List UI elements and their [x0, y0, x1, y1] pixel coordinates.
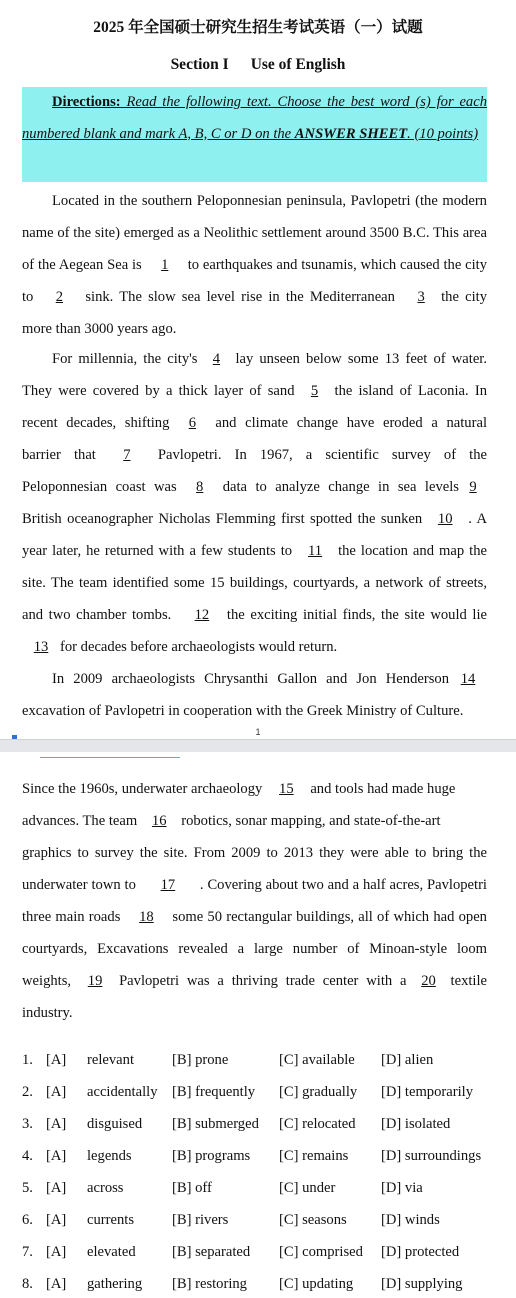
blank-7: 7	[123, 447, 131, 463]
text-line: lay unseen below some 13 feet of water.	[235, 351, 487, 367]
question-number: 3.	[22, 1116, 33, 1132]
text-line: the exciting initial finds, the site	[226, 607, 425, 623]
option-row-7	[22, 1244, 502, 1264]
blank-20: 20	[421, 973, 436, 989]
option-c: [C] comprised	[279, 1244, 363, 1260]
text-line: the island of Laconia. In	[334, 383, 487, 399]
text-line: for decades before archaeologists would return.	[60, 639, 338, 655]
text-line: which had open courtyards, Excavations revealed a large number of	[22, 909, 487, 957]
question-number: 1.	[22, 1052, 33, 1068]
text-line: modern name of the site) emerged as a Neolithic settlement around 3500	[22, 193, 487, 241]
option-d: [D] surroundings	[381, 1148, 482, 1164]
text-line: In 2009 archaeologists Chrysanthi Gallon and Jon Henderson	[52, 671, 449, 687]
text-line: Peloponnesian coast was	[22, 479, 177, 495]
option-row-3	[22, 1116, 502, 1136]
option-a-tag: [A]	[46, 1180, 67, 1196]
text-line: the city more than 3000 years ago.	[22, 289, 487, 337]
option-row-1	[22, 1052, 502, 1072]
text-line: would lie	[430, 607, 487, 623]
text-line: For millennia, the city's	[52, 351, 198, 367]
text-line: streets, and two chamber tombs.	[22, 575, 487, 623]
passage-paragraph-3	[22, 663, 487, 727]
blank-2: 2	[55, 289, 63, 305]
text-line: excavation of Pavlopetri in cooperation with the Greek Ministry of Culture.	[22, 703, 464, 719]
blank-4: 4	[212, 351, 221, 367]
option-c: [C] relocated	[279, 1116, 356, 1132]
blank-12: 12	[194, 607, 210, 623]
option-a-tag: [A]	[46, 1052, 67, 1068]
text-line: which caused the city to	[22, 257, 487, 305]
text-line: robotics, sonar mapping, and state-of-the-art	[181, 813, 441, 829]
text-line: Minoan-style loom weights,	[22, 941, 487, 989]
text-line: Pavlopetri three main roads	[22, 877, 487, 925]
option-b: [B] programs	[172, 1148, 251, 1164]
text-line: with a	[366, 973, 407, 989]
passage-paragraph-1	[22, 185, 487, 345]
option-a: accidentally	[87, 1084, 158, 1100]
section-heading	[0, 56, 516, 74]
option-a: elevated	[87, 1244, 136, 1260]
option-a-tag: [A]	[46, 1116, 67, 1132]
text-line: sink. The slow sea level rise in the	[85, 289, 304, 305]
option-a: legends	[87, 1148, 132, 1164]
option-b: [B] prone	[172, 1052, 229, 1068]
question-number: 5.	[22, 1180, 33, 1196]
text-line: Pavlopetri. In 1967, a scientific survey of the	[157, 447, 488, 463]
text-line: data to analyze change in sea levels	[222, 479, 459, 495]
directions-body-2: . (10 points)	[407, 125, 479, 142]
text-line: graphics to survey the site. From 2009 to 2013 they were able to bring the	[22, 845, 487, 861]
option-b: [B] separated	[172, 1244, 251, 1260]
option-row-6	[22, 1212, 502, 1232]
option-b: [B] off	[172, 1180, 212, 1196]
text-line: Mediterranean	[309, 289, 395, 305]
blank-8: 8	[196, 479, 204, 495]
option-a-tag: [A]	[46, 1276, 67, 1292]
directions-text	[22, 87, 487, 150]
option-a-tag: [A]	[46, 1084, 67, 1100]
blank-16: 16	[151, 813, 167, 829]
blank-17: 17	[160, 877, 176, 893]
option-a: disguised	[87, 1116, 143, 1132]
passage-paragraph-2	[22, 343, 487, 663]
option-a: relevant	[87, 1052, 134, 1068]
directions-box	[22, 87, 487, 182]
exam-title: 2025 年全国硕士研究生招生考试英语（一）试题	[93, 19, 423, 36]
option-c: [C] gradually	[279, 1084, 358, 1100]
option-d: [D] temporarily	[381, 1084, 473, 1100]
blank-9: 9	[469, 479, 477, 495]
blank-5: 5	[310, 383, 319, 399]
text-line: They were covered by a thick layer of sand	[22, 383, 295, 399]
option-a-tag: [A]	[46, 1244, 67, 1260]
option-b: [B] frequently	[172, 1084, 256, 1100]
text-line: British oceanographer Nicholas Flemming first spotted the sunken	[22, 511, 423, 527]
option-d: [D] supplying	[381, 1276, 463, 1292]
option-row-4	[22, 1148, 502, 1168]
question-number: 7.	[22, 1244, 33, 1260]
option-a: currents	[87, 1212, 135, 1228]
answer-sheet-label: ANSWER SHEET	[294, 125, 408, 142]
blank-15: 15	[279, 781, 294, 797]
text-line: the site. The team identified some 15 buildings, courtyards, a network of	[22, 543, 488, 591]
section-name: Use of English	[250, 56, 346, 73]
text-line: to earthquakes and tsunamis,	[187, 257, 357, 273]
text-line: . Covering about two and a half acres,	[199, 877, 424, 893]
option-a: across	[87, 1180, 124, 1196]
text-line: barrier that	[22, 447, 96, 463]
text-line: Pavlopetri was a thriving trade center	[119, 973, 359, 989]
text-line: .	[468, 511, 472, 527]
document-page-2	[0, 752, 516, 1298]
option-c: [C] remains	[279, 1148, 349, 1164]
option-b: [B] rivers	[172, 1212, 229, 1228]
text-line: Since the 1960s, underwater archaeology	[22, 781, 263, 797]
blank-11: 11	[308, 543, 323, 559]
directions-body-1: Read the following text. Choose the best word (s) for each numbered blank and mark A, B, C or D on the	[22, 94, 488, 142]
text-line: advances. The team	[22, 813, 138, 829]
text-line: the location and map	[338, 543, 465, 559]
blank-3: 3	[417, 289, 425, 305]
text-line: textile industry.	[22, 973, 488, 1021]
page-break	[0, 740, 516, 752]
blank-18: 18	[139, 909, 154, 925]
question-number: 6.	[22, 1212, 33, 1228]
text-line: A year later, he returned with a few students to	[22, 511, 488, 559]
text-line: Located in the southern Peloponnesian peninsula, Pavlopetri (the	[52, 193, 438, 209]
option-c: [C] seasons	[279, 1212, 347, 1228]
option-d: [D] protected	[381, 1244, 460, 1260]
option-a: gathering	[87, 1276, 143, 1292]
text-line: B.C. This area of the Aegean Sea is	[22, 225, 487, 273]
option-row-2	[22, 1084, 502, 1104]
option-d: [D] alien	[381, 1052, 434, 1068]
option-a-tag: [A]	[46, 1148, 67, 1164]
option-d: [D] isolated	[381, 1116, 451, 1132]
text-line: and climate change have eroded a natural	[215, 415, 487, 431]
blank-10: 10	[437, 511, 453, 527]
blank-19: 19	[87, 973, 103, 989]
option-c: [C] updating	[279, 1276, 354, 1292]
directions-lead: Directions:	[52, 94, 121, 110]
text-line: underwater town to	[22, 877, 136, 893]
passage-paragraph-4	[22, 773, 487, 1029]
text-line: some 50 rectangular buildings, all of	[172, 909, 390, 925]
option-b: [B] submerged	[172, 1116, 259, 1132]
blank-13: 13	[33, 639, 49, 655]
option-c: [C] under	[279, 1180, 336, 1196]
blank-6: 6	[188, 415, 197, 431]
option-row-5	[22, 1180, 502, 1200]
option-d: [D] via	[381, 1180, 423, 1196]
page-top-rule	[40, 757, 180, 758]
question-number: 4.	[22, 1148, 33, 1164]
blank-14: 14	[460, 671, 476, 687]
option-a-tag: [A]	[46, 1212, 67, 1228]
text-line: recent decades, shifting	[22, 415, 170, 431]
option-row-8	[22, 1276, 502, 1296]
option-c: [C] available	[279, 1052, 355, 1068]
option-b: [B] restoring	[172, 1276, 247, 1292]
page-number: 1	[255, 727, 261, 737]
question-number: 2.	[22, 1084, 33, 1100]
section-label: Section I	[170, 56, 229, 73]
text-line: and tools had made huge	[310, 781, 456, 797]
question-number: 8.	[22, 1276, 33, 1292]
blank-1: 1	[161, 257, 169, 273]
option-d: [D] winds	[381, 1212, 440, 1228]
